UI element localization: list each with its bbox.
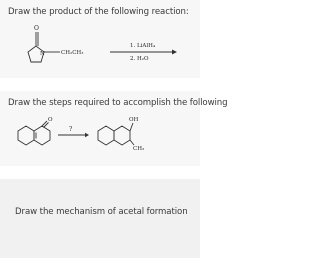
product-methyl: CH₃ [133,146,145,152]
reagent-2: 2. H₂O [130,56,149,62]
question-3-prompt: Draw the mechanism of acetal formation [15,207,188,217]
question-2-panel [0,91,228,166]
question-1-prompt: Draw the product of the following reaction: [8,7,189,17]
ethyl-group: CH₂CH₃ [61,50,84,56]
question-1-panel [0,0,200,78]
question-2-prompt: Draw the steps required to accomplish the following [8,98,228,108]
reaction-2-scheme [0,91,200,166]
starting-material [18,121,50,145]
reaction-arrow-head [172,50,177,55]
unknown-reagent: ? [69,126,73,133]
question-3-panel [0,179,200,258]
carbonyl-oxygen: O [34,25,39,32]
nitrogen-atom: N [40,51,45,57]
reaction-1-scheme [0,0,200,78]
product-hydroxyl: OH [129,117,139,123]
product-molecule [98,123,134,145]
steps-arrow-head [85,133,89,137]
sm-oxygen: O [48,117,53,123]
reagent-1: 1. LiAlH₄ [130,43,156,49]
